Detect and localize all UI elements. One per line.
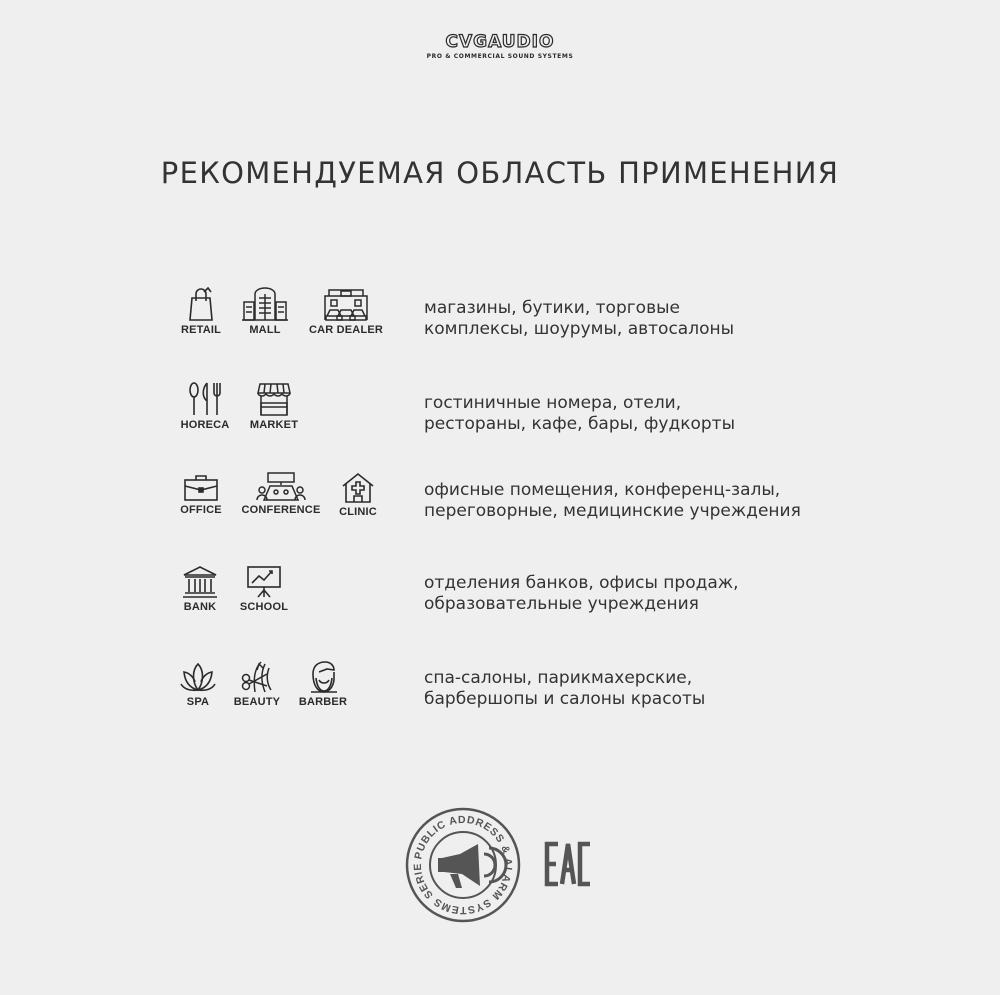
description-line: переговорные, медицинские учреждения: [424, 501, 801, 521]
icon-label: SPA: [186, 696, 210, 708]
icon-item-horeca: [178, 381, 232, 431]
brand-logo: [0, 34, 1000, 60]
application-description: [424, 480, 801, 522]
mall-building-icon: [240, 286, 290, 322]
page-title: РЕКОМЕНДУЕМАЯ ОБЛАСТЬ ПРИМЕНЕНИЯ: [160, 156, 840, 190]
icon-item-clinic: [335, 472, 381, 518]
logo-wordmark: CVGAUDIO: [445, 32, 555, 52]
description-line: комплексы, шоурумы, автосалоны: [424, 319, 735, 339]
application-row-horeca: [0, 381, 1000, 461]
application-row-retail: [0, 286, 1000, 366]
icon-item-spa: [178, 660, 218, 708]
icon-label: BANK: [183, 601, 217, 613]
application-description: [424, 668, 705, 710]
application-row-spa: [0, 660, 1000, 740]
eac-certification-mark: [544, 840, 592, 893]
icon-label: BARBER: [298, 696, 348, 708]
application-description: [424, 573, 739, 615]
icon-label: RETAIL: [180, 324, 222, 336]
megaphone-icon: [438, 844, 506, 888]
icon-item-bank: [178, 565, 222, 613]
icon-label: HORECA: [180, 419, 230, 431]
car-dealer-icon: [321, 286, 371, 322]
bearded-man-icon: [307, 660, 339, 694]
icon-item-beauty: [231, 660, 283, 708]
icon-item-office: [178, 472, 224, 516]
icon-item-car-dealer: [307, 286, 385, 336]
description-line: спа-салоны, парикмахерские,: [424, 668, 693, 688]
icon-label: MALL: [249, 324, 281, 336]
description-line: образовательные учреждения: [424, 594, 699, 614]
application-row-bank: [0, 565, 1000, 645]
icon-label: MARKET: [249, 419, 299, 431]
clinic-icon: [341, 472, 375, 504]
description-line: магазины, бутики, торговые: [424, 298, 680, 318]
icon-item-mall: [240, 286, 290, 336]
bank-icon: [182, 565, 218, 599]
description-line: офисные помещения, конференц-залы,: [424, 480, 781, 500]
icon-item-conference: [240, 472, 322, 516]
icon-label: CONFERENCE: [241, 504, 321, 516]
shopping-bag-icon: [184, 286, 218, 322]
icon-item-school: [238, 565, 290, 613]
icon-item-retail: [178, 286, 224, 336]
icon-item-market: [247, 381, 301, 431]
icon-label: CLINIC: [339, 506, 377, 518]
logo-tagline: PRO & COMMERCIAL SOUND SYSTEMS: [426, 53, 574, 60]
icon-label: OFFICE: [180, 504, 222, 516]
badge-text: PUBLIC ADDRESS & ALARM SYSTEMS SERIE: [411, 813, 515, 917]
hair-scissors-icon: [239, 660, 275, 694]
description-line: барбершопы и салоны красоты: [424, 689, 706, 709]
description-line: гостиничные номера, отели,: [424, 393, 682, 413]
application-row-office: [0, 472, 1000, 552]
icon-label: SCHOOL: [239, 601, 289, 613]
series-badge: [404, 806, 522, 929]
briefcase-icon: [183, 472, 219, 502]
conference-table-icon: [256, 472, 306, 502]
presentation-board-icon: [245, 565, 283, 599]
market-stall-icon: [256, 381, 292, 417]
icon-item-barber: [297, 660, 349, 708]
application-description: [424, 393, 735, 435]
icon-label: CAR DEALER: [308, 324, 384, 336]
description-line: рестораны, кафе, бары, фудкорты: [424, 414, 735, 434]
application-description: [424, 298, 734, 340]
description-line: отделения банков, офисы продаж,: [424, 573, 739, 593]
icon-label: BEAUTY: [233, 696, 281, 708]
lotus-icon: [180, 660, 216, 694]
cutlery-icon: [185, 381, 225, 417]
